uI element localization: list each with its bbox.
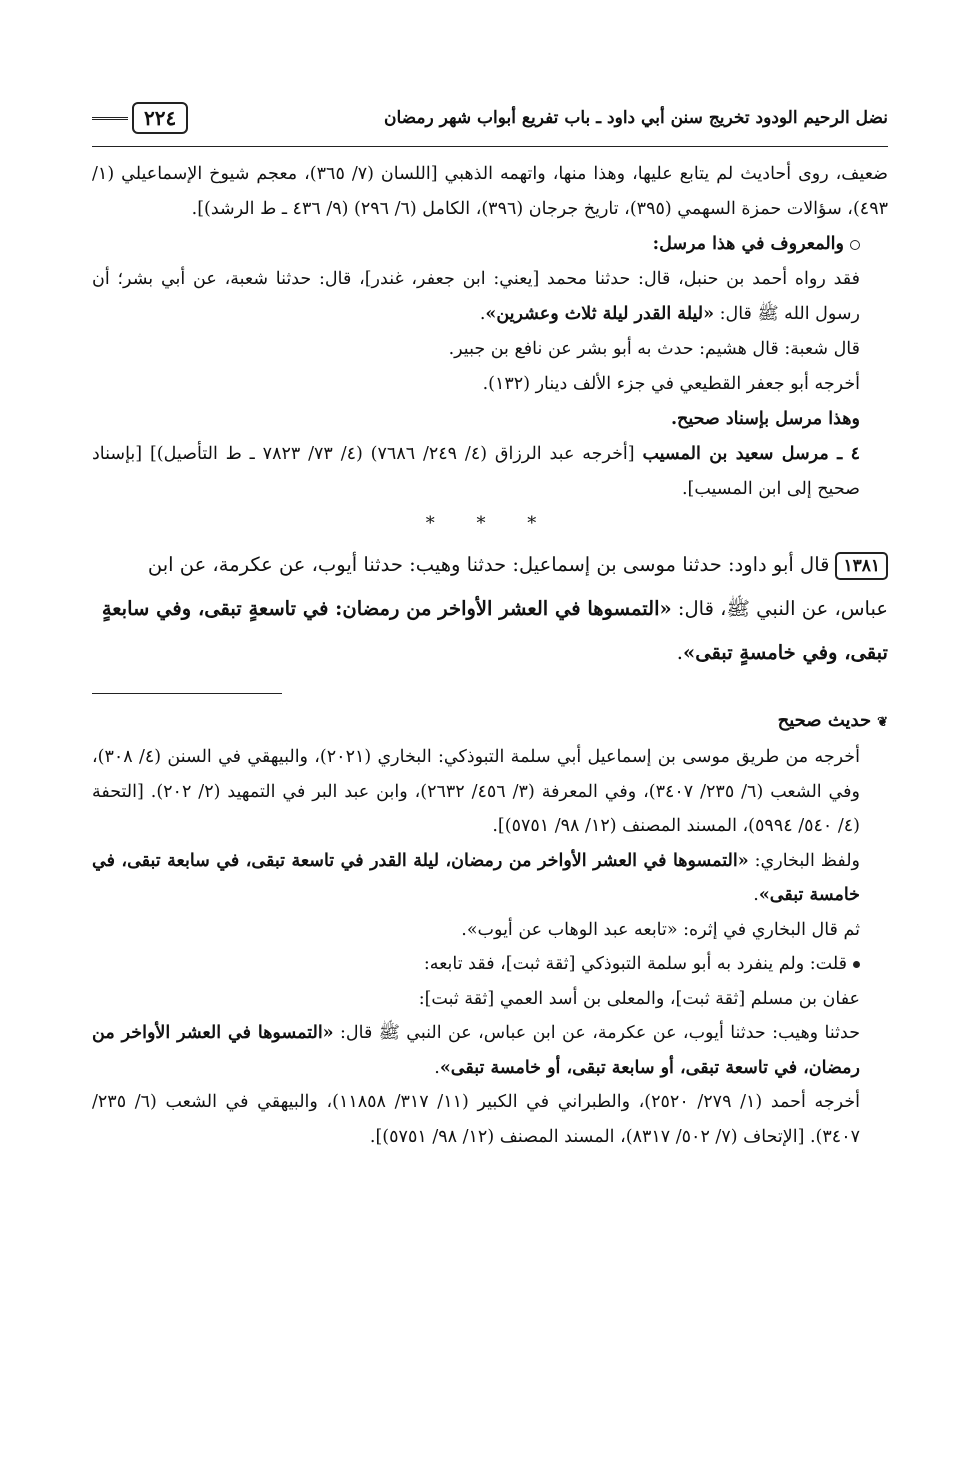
book-page — [92, 96, 888, 1154]
bukhari-matn: «التمسوها في العشر الأواخر من رمضان، ليلة القدر في تاسعة تبقى، في سابعة تبقى، في خامسة تبقى» — [92, 850, 860, 905]
paragraph-ahmad-tabarani: أخرجه أحمد (١/ ٢٧٩/ ٢٥٢٠)، والطبراني في الكبير (١١/ ٣١٧/ ١١٨٥٨)، والبيهقي في الشعب (٦/ ٢٣٥/ ٣٤٠٧). [الإتحاف (٧/ ٥٠٢/ ٨٣١٧)، المسند المصنف (١٢/ ٩٨/ ٥٧٥١)]. — [92, 1092, 861, 1147]
paragraph-takhrij: أخرجه من طريق موسى بن إسماعيل أبي سلمة التبوذكي: البخاري (٢٠٢١)، والبيهقي في السنن (٤/ ٣٠٨)، وفي الشعب (٦/ ٢٣٥/ ٣٤٠٧)، وفي المعرفة (٣/ ٤٥٦/ ٢٦٣٢)، وابن عبد البر في التمهيد (٢/ ٢٠٢). [التحفة (٤/ ٥٤٠/ ٥٩٩٤)، المسند المصنف (١٢/ ٩٨/ ٥٧٥١)]. — [92, 747, 860, 836]
bukhari-intro: ولفظ البخاري: — [748, 850, 861, 871]
paragraph-da-if: ضعيف، روى أحاديث لم يتابع عليها، وهذا منها، واتهمه الذهبي [اللسان (٧/ ٣٦٥)، معجم شيوخ الإسماعيلي (١/ ٤٩٣)، سؤالات حمزة السهمي (٣٩٥)، تاريخ جرجان (٣٩٦)، الكامل (٦/ ٢٩٦) (٩/ ٤٣٦ ـ ط الرشد)]. — [92, 164, 888, 219]
grade-label: حديث صحيح — [777, 710, 872, 731]
page-header — [92, 96, 888, 147]
hadith-number: ١٣٨١ — [835, 552, 888, 580]
paragraph-shuba: قال شعبة: قال هشيم: حدث به أبو بشر عن نافع بن جبير. — [448, 339, 860, 359]
ahmad-matn: «ليلة القدر ليلة ثلاث وعشرين» — [485, 304, 715, 324]
paragraph-ibn-al-musayyib — [92, 437, 888, 507]
wuhayb-end: . — [434, 1057, 440, 1078]
page-number-ornament — [92, 102, 188, 134]
mursal-rest: [أخرجه عبد الرزاق (٤/ ٢٤٩/ ٧٦٨٦) (٤/ ٧٣/ ٧٨٢٣ ـ ط التأصيل)] [بإسناد صحيح إلى ابن المسيب]. — [92, 444, 860, 499]
running-title: نضل الرحيم الودود تخريج سنن أبي داود ـ باب تفريع أبواب شهر رمضان — [384, 108, 888, 128]
dot-bullet-icon — [853, 961, 860, 968]
hadith-block — [92, 543, 888, 675]
footnote-separator — [92, 693, 282, 694]
paragraph-verdict: وهذا مرسل بإسناد صحيح. — [670, 409, 860, 429]
section-stars: * * * — [425, 513, 555, 534]
upper-text — [92, 157, 888, 541]
known-mursal-label: والمعروف في هذا مرسل: — [652, 234, 844, 254]
paragraph-affan: عفان بن مسلم [ثقة ثبت]، والمعلى بن أسد العمي [ثقة ثبت]: — [418, 988, 860, 1009]
known-mursal-heading — [92, 227, 888, 262]
hadith-matn: «التمسوها في العشر الأواخر من رمضان: في تاسعةٍ تبقى، وفي سابعةٍ تبقى، وفي خامسةٍ تبقى» — [101, 597, 888, 664]
grade-heading — [92, 704, 888, 740]
header-rule — [92, 117, 128, 120]
ahmad-end: . — [479, 304, 486, 324]
qultu-text: قلت: ولم ينفرد به أبو سلمة التبوذكي [ثقة ثبت]، فقد تابعه: — [423, 954, 847, 974]
paragraph-bukhari-comment: ثم قال البخاري في إثره: «تابعه عبد الوهاب عن أيوب». — [461, 919, 860, 940]
wuhayb-isnad: حدثنا وهيب: حدثنا أيوب، عن عكرمة، عن ابن عباس، عن النبي ﷺ قال: — [333, 1023, 861, 1043]
wuhayb-matn: «التمسوها في العشر الأواخر من رمضان، في تاسعة تبقى، أو سابعة تبقى، أو خامسة تبقى» — [92, 1023, 860, 1078]
takhrij-block — [92, 704, 888, 1154]
grade-ornament-icon: ❦ — [877, 715, 888, 730]
paragraph-qutay-i: أخرجه أبو جعفر القطيعي في جزء الألف دينار (١٣٢). — [482, 374, 860, 394]
circle-bullet-icon — [850, 240, 860, 250]
paragraph-bukhari-wording — [92, 844, 888, 913]
hadith-end: . — [676, 641, 683, 664]
mursal-title: ٤ ـ مرسل سعيد بن المسيب — [642, 444, 860, 464]
page-number: ٢٢٤ — [132, 102, 188, 134]
paragraph-qultu — [92, 947, 888, 982]
hadith-isnad: قال أبو داود: حدثنا موسى بن إسماعيل: حدثنا وهيب: حدثنا أيوب، عن عكرمة، عن ابن عباس، عن النبي ﷺ، قال: — [147, 553, 888, 620]
ahmad-text: فقد رواه أحمد بن حنبل، قال: حدثنا محمد [يعني: ابن جعفر، غندر]، قال: حدثنا شعبة، عن أبي بشر؛ أن رسول الله ﷺ قال: — [92, 269, 860, 324]
bukhari-end: . — [753, 885, 759, 905]
paragraph-wuhayb — [92, 1016, 888, 1085]
paragraph-ahmad — [92, 262, 888, 332]
